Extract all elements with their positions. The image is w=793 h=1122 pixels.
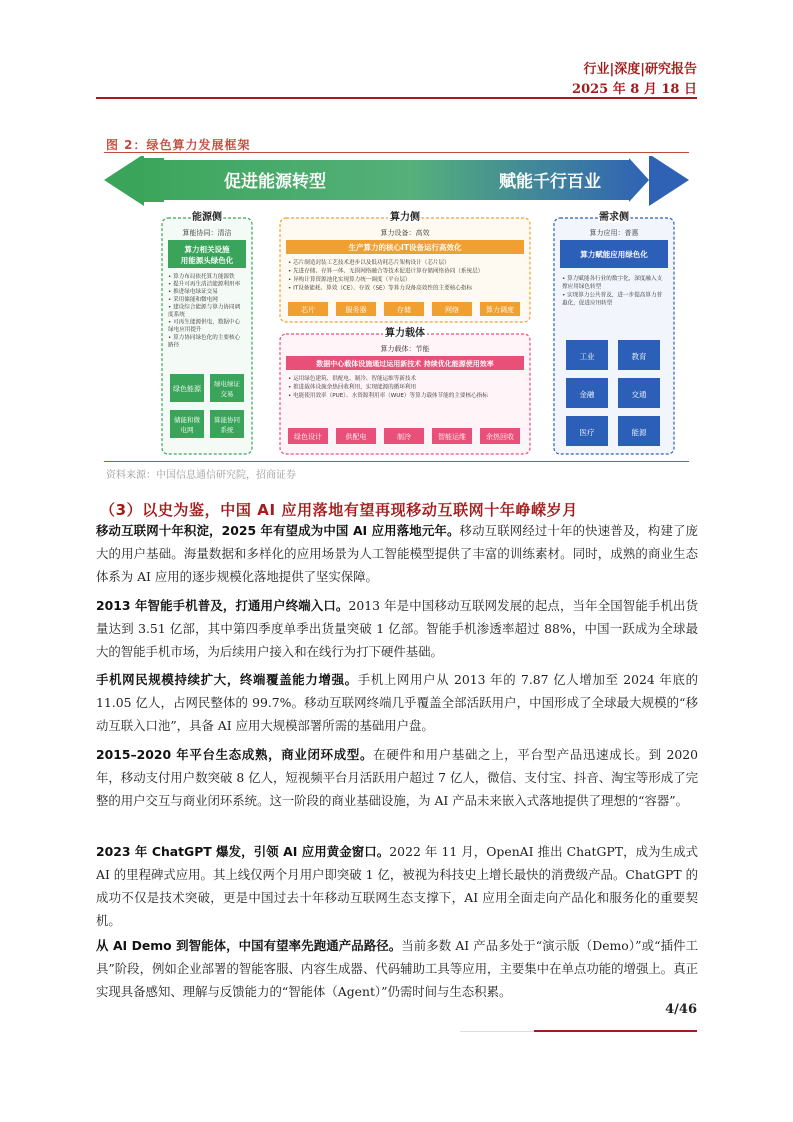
energy-bullets: [168, 272, 241, 348]
paragraph-lead: 2013 年智能手机普及，打通用户终端入口。: [96, 598, 349, 613]
svg-text:交易: 交易: [220, 390, 234, 398]
paragraph-text: 在硬件和用户基础之上，平台型产品迅速成长。到 2020 年，移动支付用户数突破 8 亿人，短视频平台月活跃用户超过 7 亿人，微信、支付宝、抖音、淘宝等形成了完整的用户交互与商业闭环系统。这一阶段的商业基础设施，为 AI 产品未来嵌入式落地提供了理想的“容器”。: [96, 747, 698, 808]
bullet-text: • 异构计算资源池化实现算力统一调度（平台层）: [288, 277, 411, 283]
demand-banner: 算力赋能应用绿色化: [580, 250, 648, 259]
figure-top-rule: [104, 152, 689, 153]
energy-goal: 算能协同：清洁: [182, 229, 232, 237]
bullet-text: 绿电应用提升: [168, 327, 202, 334]
compute-tile-label: 网络: [445, 306, 459, 314]
paragraph-text: 2013 年是中国移动互联网发展的起点，当年全国智能手机出货量达到 3.51 亿部，其中第四季度单季出货量突破 1 亿部。智能手机渗透率超过 88%，中国一跃成为全球最大的智能手机市场，为后续用户接入和在线行为打下硬件基础。: [96, 598, 698, 659]
svg-text:储能和微: 储能和微: [174, 416, 200, 424]
bullet-text: 惠化，促进应用转型: [562, 300, 613, 307]
demand-tile-label: 医疗: [579, 428, 595, 437]
bullet-text: 撑应用绿色转型: [562, 284, 602, 291]
demand-tile-label: 交通: [631, 390, 647, 399]
demand-tile-label: 能源: [631, 428, 647, 437]
energy-banner-line1: 算力相关设施: [184, 245, 230, 254]
bullet-text: • IT设备能耗、算效（CE）、存效（SE）等算力设备高效性的主要核心指标: [288, 285, 473, 292]
footer-rule-accent: [534, 1030, 697, 1032]
paragraph: [96, 594, 698, 663]
compute-tile-label: 芯片: [301, 306, 315, 314]
compute-goal: 算力设备：高效: [380, 229, 430, 237]
carrier-tile-label: 绿色设计: [294, 433, 322, 441]
demand-title: 需求侧: [599, 212, 629, 223]
svg-text:系统: 系统: [220, 426, 234, 434]
energy-banner-line2: 用能源头绿色化: [180, 256, 234, 265]
figure-bottom-rule: [104, 461, 689, 462]
bullet-text: • 算力布局依托算力能源铁: [168, 274, 235, 280]
bullet-text: • 采用储能和微电网: [168, 296, 218, 303]
demand-goal: 算力应用：普惠: [589, 229, 639, 237]
paragraph-lead: 手机网民规模持续扩大，终端覆盖能力增强。: [96, 672, 358, 687]
bullet-text: • 推进绿电绿证交易: [168, 289, 218, 296]
report-category: 行业|深度|研究报告: [583, 62, 697, 77]
bullet-text: • 提升可再生清洁能源利用率: [168, 281, 241, 288]
compute-tiles: [288, 302, 520, 316]
svg-text:绿色能源: 绿色能源: [173, 385, 201, 393]
bullet-text: • 算力协同绿色化的主要核心: [168, 334, 241, 341]
page-number: 4/46: [665, 1002, 697, 1017]
paragraph-text: 当前多数 AI 产品多处于“演示版（Demo）”或“插件工具”阶段，例如企业部署的智能客服、内容生成器、代码辅助工具等应用，主要集中在单点功能的增强上。真正实现具备感知、理解与反馈能力的“智能体（Agent）”仍需时间与生态积累。: [96, 938, 698, 999]
carrier-tile-label: 供配电: [345, 433, 367, 441]
paragraph-text: 2022 年 11 月，OpenAI 推出 ChatGPT，成为生成式 AI 的里程碑式应用。其上线仅两个月用户即突破 1 亿，被视为科技史上增长最快的消费级产品。ChatGPT 的成功不仅是技术突破，更是中国过去十年移动互联网生态支撑下，AI 应用全面走向产品化和服务化的重要契机。: [96, 844, 698, 928]
bullet-text: • 运用绿色建筑、供配电、制冷、智能运维等新技术: [288, 376, 417, 382]
paragraph: [96, 519, 698, 588]
footer-rule-light: [460, 1031, 534, 1032]
paragraph-lead: 从 AI Demo 到智能体，中国有望率先跑通产品路径。: [96, 938, 402, 953]
header-divider: [96, 97, 697, 99]
figure-source: 资料来源：中国信息通信研究院，招商证券: [106, 470, 296, 481]
report-date: 2025 年 8 月 18 日: [572, 82, 697, 97]
paragraph: [96, 668, 698, 737]
svg-text:算能协同: 算能协同: [214, 416, 240, 424]
bullet-text: • 建设综合能源与算力协同调: [168, 304, 241, 311]
paragraph-lead: 2015–2020 年平台生态成熟，商业闭环成型。: [96, 747, 374, 762]
carrier-tiles: [288, 428, 520, 444]
svg-text:绿电绿证: 绿电绿证: [214, 380, 240, 388]
paragraph-lead: 移动互联网十年积淀，2025 年有望成为中国 AI 应用落地元年。: [96, 523, 460, 538]
figure-title: 图 2：绿色算力发展框架: [106, 138, 251, 152]
demand-tile-label: 教育: [631, 352, 647, 361]
compute-tile-label: 服务器: [345, 306, 367, 314]
paragraph: [96, 743, 698, 812]
energy-title: 能源侧: [192, 212, 222, 223]
section-title: （3）以史为鉴，中国 AI 应用落地有望再现移动互联网十年峥嵘岁月: [100, 501, 578, 519]
bullet-text: • 推进载体设施余热回收利用，实现能源的循环利用: [288, 384, 417, 391]
carrier-tile-label: 余热回收: [486, 433, 514, 441]
paragraph-text: 手机上网用户从 2013 年的 7.87 亿人增加至 2024 年底的 11.05 亿人，占网民整体的 99.7%。移动互联网终端几乎覆盖全部活跃用户，中国形成了全球最大规模的“移动互联入口池”，具备 AI 应用大规模部署所需的基础用户盘。: [96, 672, 698, 733]
carrier-tile-label: 智能运维: [438, 433, 466, 441]
bullet-text: • 电能使用效率（PUE）、水资源利用率（WUE）等算力载体节能的主要核心指标: [288, 393, 488, 399]
bullet-text: • 实现算力公共普及，进一步提高算力普: [562, 292, 663, 299]
paragraph: [96, 934, 698, 1003]
svg-text:电网: 电网: [180, 426, 194, 434]
bullet-text: • 算力赋能各行业的数字化，深度融入支: [562, 276, 663, 282]
carrier-goal: 算力载体：节能: [380, 345, 430, 353]
demand-tile-label: 金融: [579, 390, 595, 399]
carrier-tile-label: 制冷: [397, 433, 411, 441]
paragraph: [96, 840, 698, 932]
compute-title: 算力侧: [390, 212, 420, 223]
right-arrow-label: 赋能千行百业: [499, 172, 601, 192]
bullet-text: 路径: [168, 342, 180, 349]
left-arrow-label: 促进能源转型: [224, 172, 326, 192]
green-computing-framework-diagram: [104, 156, 689, 456]
paragraph-lead: 2023 年 ChatGPT 爆发，引领 AI 应用黄金窗口。: [96, 844, 390, 859]
bullet-text: • 先进存储、存算一体、无损网络融合等技术促进计算存储网络协同（系统层）: [288, 268, 484, 275]
compute-banner: 生产算力的核心IT设备运行高效化: [348, 243, 462, 252]
carrier-title: 算力载体: [385, 328, 425, 339]
bullet-text: 度系统: [168, 312, 185, 318]
bullet-text: • 可再生能源供电，数据中心: [168, 319, 241, 326]
paragraph-text: 移动互联网经过十年的快速普及，构建了庞大的用户基础。海量数据和多样化的应用场景为人工智能模型提供了丰富的训练素材。同时，成熟的商业生态体系为 AI 应用的逐步规模化落地提供了坚实保障。: [96, 523, 698, 584]
compute-tile-label: 算力调度: [486, 306, 514, 314]
demand-tile-label: 工业: [579, 352, 595, 361]
bullet-text: • 芯片制造封装工艺技术进步以及低功耗芯片架构设计（芯片层）: [288, 260, 450, 266]
compute-tile-label: 存储: [397, 306, 411, 314]
carrier-banner: 数据中心载体设施通过运用新技术 持续优化能源使用效率: [316, 360, 494, 368]
